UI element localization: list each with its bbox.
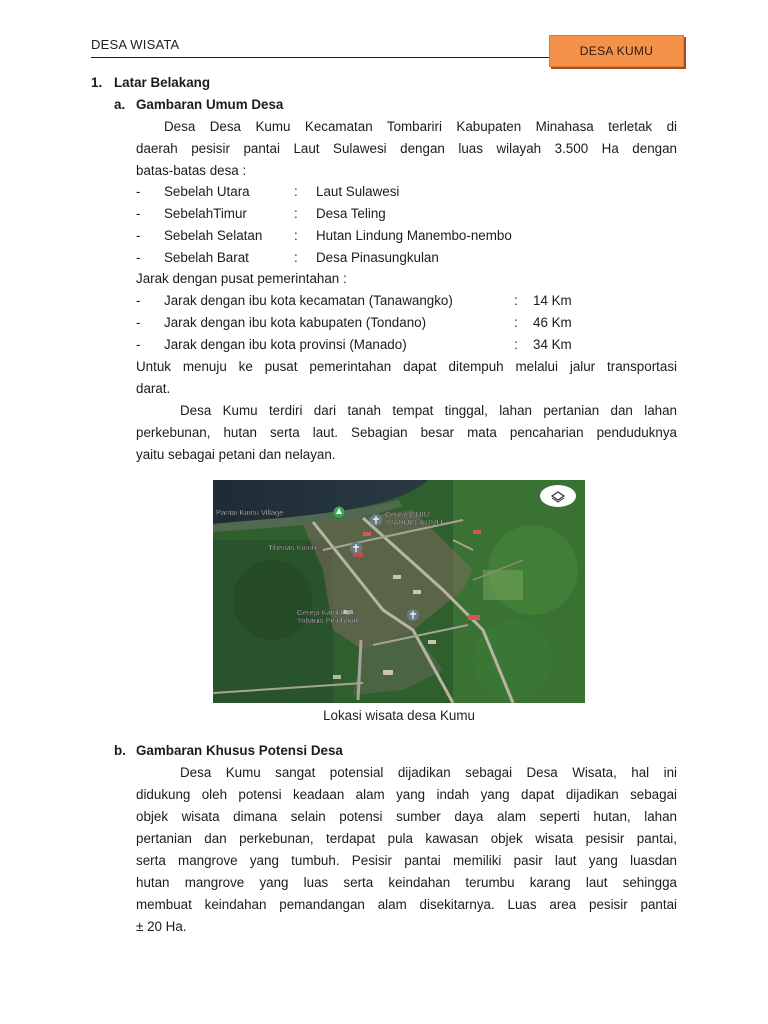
church-marker-icon [407,609,419,621]
boundary-label: Sebelah Utara [164,184,250,199]
potential-line-1: Desa Kumu sangat potensial dijadikan sebagai Desa Wisata, hal ini [180,765,677,780]
boundary-value: Desa Pinasungkulan [316,250,439,265]
distance-value: 34 Km [533,337,572,352]
map-label-church3-line2: Yohanis Pembaptis [297,616,361,625]
map-label-church1-line2: IMANUEL KUMU [385,518,443,527]
boundary-label: Sebelah Selatan [164,228,263,243]
intro-line-2: daerah pesisir pantai Laut Sulawesi dengan luas wilayah 3.500 Ha dengan [136,141,677,156]
intro-line-1: Desa Desa Kumu Kecamatan Tombariri Kabupaten Minahasa terletak di [164,119,677,134]
distance-label: Jarak dengan ibu kota kabupaten (Tondano) [164,315,427,330]
header-badge: DESA KUMU [549,35,684,67]
potential-line-6: hutan mangrove yang luas serta keindahan terumbu karang laut sehingga [136,875,677,890]
potential-line-8: ± 20 Ha. [136,919,187,934]
map-label-church3-line1: Gereja Katolik St. [297,608,356,617]
potential-line-5: serta mangrove yang tumbuh. Pesisir pantai memiliki pasir laut yang luasdan [136,853,677,868]
list-dash: - [136,315,141,330]
distance-heading: Jarak dengan pusat pemerintahan : [136,271,347,286]
subsection-a-letter: a. [114,97,126,112]
park-marker-icon [334,507,345,518]
potential-line-7: membuat keindahan pemandangan alam disekitarnya. Luas area pesisir pantai [136,897,677,912]
list-dash: - [136,337,141,352]
section-title: Latar Belakang [114,75,211,90]
list-dash: - [136,184,141,199]
section-number: 1. [91,75,103,90]
boundary-value: Laut Sulawesi [316,184,400,199]
distance-label: Jarak dengan ibu kota kecamatan (Tanawangko) [164,293,453,308]
land-line-2: perkebunan, hutan serta laut. Sebagian besar mata pencaharian penduduknya [136,425,677,440]
transport-line-1: Untuk menuju ke pusat pemerintahan dapat ditempuh melalui jalur transportasi [136,359,677,374]
land-line-1: Desa Kumu terdiri dari tanah tempat tinggal, lahan pertanian dan lahan [180,403,677,418]
boundary-sep: : [294,228,298,243]
land-line-3: yaitu sebagai petani dan nelayan. [136,447,336,462]
satellite-map-image [213,480,585,703]
list-dash: - [136,293,141,308]
intro-line-3: batas-batas desa : [136,163,247,178]
distance-sep: : [514,337,518,352]
list-dash: - [136,250,141,265]
boundary-sep: : [294,206,298,221]
map-label-church2: Tiberias Kumu [268,543,317,552]
boundary-value: Hutan Lindung Manembo-nembo [316,228,512,243]
transport-line-2: darat. [136,381,171,396]
header-divider [91,57,550,58]
potential-line-4: pertanian dan perkebunan, terdapat pula kawasan objek wisata pesisir pantai, [136,831,677,846]
map-label-church1-line1: Gereja GMIM [385,510,431,519]
boundary-sep: : [294,250,298,265]
map-layers-button[interactable] [540,485,576,507]
church-marker-icon [350,542,362,554]
header-title: DESA WISATA [91,37,180,52]
potential-line-3: objek wisata dimana selain potensi sumber daya alam seperti hutan, lahan [136,809,677,824]
subsection-a-title: Gambaran Umum Desa [136,97,284,112]
boundary-sep: : [294,184,298,199]
map-label-beach: Pantai Kumu Village [216,508,284,517]
list-dash: - [136,206,141,221]
boundary-value: Desa Teling [316,206,386,221]
subsection-b-title: Gambaran Khusus Potensi Desa [136,743,343,758]
distance-label: Jarak dengan ibu kota provinsi (Manado) [164,337,407,352]
distance-sep: : [514,315,518,330]
boundary-label: SebelahTimur [164,206,247,221]
distance-value: 46 Km [533,315,572,330]
subsection-b-letter: b. [114,743,126,758]
figure-caption: Lokasi wisata desa Kumu [323,708,475,723]
boundary-label: Sebelah Barat [164,250,249,265]
distance-sep: : [514,293,518,308]
distance-value: 14 Km [533,293,572,308]
list-dash: - [136,228,141,243]
potential-line-2: didukung oleh potensi keadaan alam yang indah yang dapat dijadikan sebagai [136,787,677,802]
church-marker-icon [370,514,382,526]
